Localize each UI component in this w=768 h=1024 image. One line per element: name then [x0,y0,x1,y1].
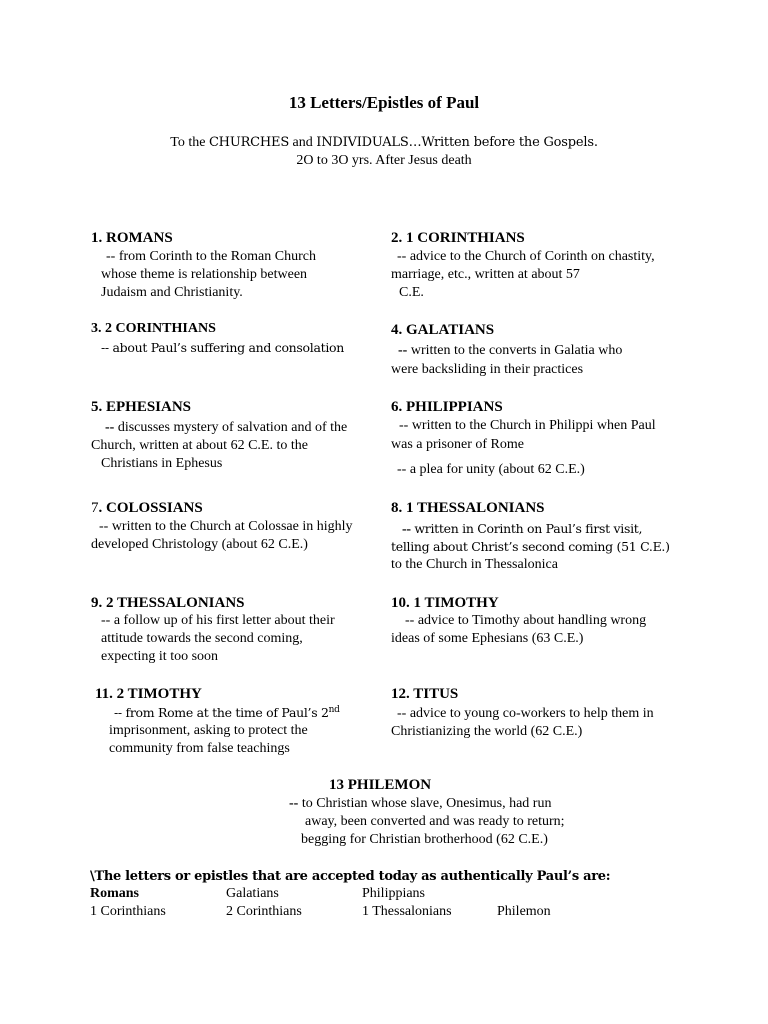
heading-2-timothy: 11. 2 TIMOTHY [95,686,202,702]
thess1-dash: -- [402,522,411,537]
subtitle-and: and [289,135,317,150]
summary-row2-col1: 1 Corinthians [90,904,166,919]
ephesians-line-2: Church, written at about 62 C.E. to the [91,438,308,453]
romans-line-1: -- from Corinth to the Roman Church [106,249,316,264]
romans-line-2: whose theme is relationship between [101,267,308,282]
heading-1-timothy: 10. 1 TIMOTHY [391,595,499,611]
subtitle-suffix: …Written before the Gospels. [408,135,598,150]
colossians-heading-text: . COLOSSIANS [98,500,203,516]
philippians-line-3: -- a plea for unity (about 62 C.E.) [397,462,585,477]
tim2-line-3: community from false teachings [109,741,290,756]
thess2-line-2: attitude towards the second coming, [101,631,303,646]
ephesians-line-1-text: discusses mystery of salvation and of the [114,420,348,435]
galatians-line-1-text: written to the converts in Galatia who [407,343,623,358]
colossians-line-2: developed Christology (about 62 C.E.) [91,537,308,552]
subtitle-churches: CHURCHES [208,135,290,150]
thess2-line-1: -- a follow up of his first letter about their [101,613,335,628]
tim2-line-1 [114,704,340,722]
summary-row2-col4: Philemon [497,904,551,919]
tim2-line-1-text: -- from Rome at the time of Paul’s 2 [114,705,329,720]
galatians-line-1 [398,342,622,360]
cor2-line-1: -- about Paul’s suffering and consolation [101,340,345,355]
titus-line-1: -- advice to young co-workers to help them in [397,706,654,721]
heading-2-corinthians: 3. 2 CORINTHIANS [91,321,216,336]
summary-row2-col3: 1 Thessalonians [362,904,452,919]
thess1-line-2: telling about Christ’s second coming (51 C.E.) [391,539,670,554]
heading-titus: 12. TITUS [391,686,459,702]
romans-line-3: Judaism and Christianity. [101,285,243,300]
page-title: 13 Letters/Epistles of Paul [288,93,480,112]
philemon-line-1-text: to Christian whose slave, Onesimus, had run [298,796,552,811]
summary-row1-col1: Romans [90,886,140,901]
subtitle-prefix: To the [170,135,209,150]
heading-1-thessalonians: 8. 1 THESSALONIANS [391,500,545,516]
philemon-line-2: away, been converted and was ready to return; [305,814,565,829]
summary-row2-col2: 2 Corinthians [226,904,302,919]
colossians-number: 7 [91,500,99,516]
heading-galatians: 4. GALATIANS [391,322,495,338]
colossians-line-1: -- written to the Church at Colossae in highly [99,519,353,534]
heading-philippians: 6. PHILIPPIANS [391,399,503,415]
summary-heading: \The letters or epistles that are accepted today as authentically Paul’s are: [90,869,611,884]
galatians-dash: -- [398,343,408,358]
cor1-line-3: C.E. [399,285,424,300]
heading-philemon: 13 PHILEMON [329,777,432,793]
heading-1-corinthians: 2. 1 CORINTHIANS [391,230,525,246]
ephesians-dash: -- [105,420,115,435]
tim2-superscript: nd [328,704,340,715]
philemon-line-1 [289,795,551,813]
heading-ephesians: 5. EPHESIANS [91,399,192,415]
thess2-line-3: expecting it too soon [101,649,219,664]
titus-line-2: Christianizing the world (62 C.E.) [391,724,583,739]
subtitle-line-1 [0,134,768,152]
philippians-line-2: was a prisoner of Rome [391,437,524,452]
philippians-line-1: -- written to the Church in Philippi when Paul [399,418,656,433]
thess1-line-1-text: written in Corinth on Paul’s first visit, [410,521,643,536]
ephesians-line-1 [105,419,347,437]
tim1-line-1: -- advice to Timothy about handling wrong [405,613,647,628]
heading-2-thessalonians: 9. 2 THESSALONIANS [91,595,245,611]
thess1-line-1 [402,520,642,539]
tim2-line-2: imprisonment, asking to protect the [109,723,308,738]
ephesians-line-3: Christians in Ephesus [101,456,223,471]
heading-romans: 1. ROMANS [91,230,173,246]
philemon-line-3: begging for Christian brotherhood (62 C.E.) [301,832,548,847]
heading-colossians [91,499,203,517]
subtitle-individuals: INDIVIDUALS [316,135,409,150]
thess1-line-3: to the Church in Thessalonica [391,557,558,572]
philemon-dash: -- [289,796,299,811]
subtitle-line-2: 2O to 3O yrs. After Jesus death [296,153,472,168]
galatians-line-2: were backsliding in their practices [391,362,584,377]
tim1-line-2: ideas of some Ephesians (63 C.E.) [391,631,584,646]
summary-row1-col3: Philippians [362,886,426,901]
summary-row1-col2: Galatians [226,886,279,901]
cor1-line-2: marriage, etc., written at about 57 [391,267,580,282]
cor1-line-1: -- advice to the Church of Corinth on chastity, [397,249,655,264]
